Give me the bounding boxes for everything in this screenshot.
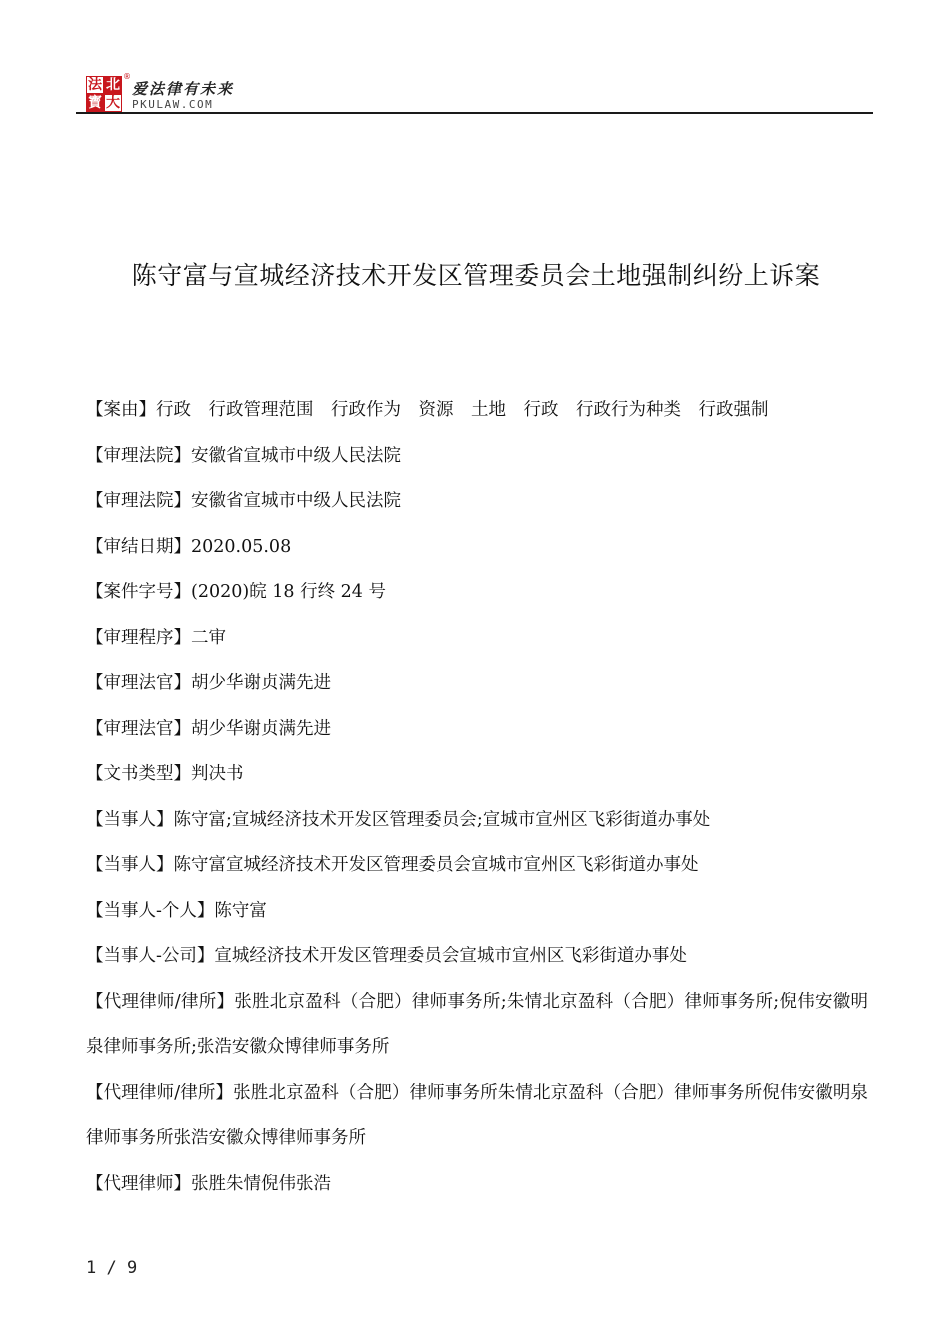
field-value: 胡少华谢贞满先进 xyxy=(191,673,331,693)
field-label: 【审理程序】 xyxy=(86,627,191,648)
metadata-fields xyxy=(86,388,868,1207)
field-value: (2020)皖 18 行终 24 号 xyxy=(191,582,386,602)
field-value: 宣城经济技术开发区管理委员会宣城市宣州区飞彩街道办事处 xyxy=(214,946,687,966)
logo-slogan: 爱法律有未来 xyxy=(132,80,235,98)
seal-char-2: 北 xyxy=(106,77,120,93)
field-value: 陈守富宣城经济技术开发区管理委员会宣城市宣州区飞彩街道办事处 xyxy=(173,855,699,875)
page-indicator: 1 / 9 xyxy=(86,1258,138,1278)
field-label: 【审理法院】 xyxy=(86,491,191,511)
field-label: 【代理律师】 xyxy=(86,1173,191,1194)
seal-char-3: 寳 xyxy=(88,95,102,111)
field-judgment-date xyxy=(86,525,868,571)
field-label: 【代理律师/律所】 xyxy=(86,991,235,1012)
field-case-number xyxy=(86,570,868,616)
field-court xyxy=(86,479,868,525)
field-value: 陈守富 xyxy=(214,900,267,921)
field-party-individual xyxy=(86,889,868,935)
field-lawyers-firms xyxy=(86,1071,868,1162)
field-judges xyxy=(86,707,868,753)
field-document-type xyxy=(86,752,868,798)
pkulaw-logo[interactable] xyxy=(86,72,248,114)
field-lawyers-firms xyxy=(86,980,868,1071)
field-label: 【当事人-公司】 xyxy=(86,946,215,966)
field-label: 【审结日期】 xyxy=(86,536,191,557)
registered-mark: ® xyxy=(123,72,131,81)
field-value: 张胜北京盈科（合肥）律师事务所;朱情北京盈科（合肥）律师事务所;倪伟安徽明泉律师事务所;张浩安徽众博律师事务所 xyxy=(86,991,868,1057)
field-label: 【当事人】 xyxy=(86,809,174,830)
field-parties xyxy=(86,798,868,844)
field-value: 二审 xyxy=(191,627,226,648)
field-label: 【审理法官】 xyxy=(86,673,191,693)
field-court xyxy=(86,434,868,480)
field-label: 【案由】 xyxy=(86,400,156,420)
logo-site-url: PKULAW.COM xyxy=(132,98,214,111)
field-value: 张胜北京盈科（合肥）律师事务所朱情北京盈科（合肥）律师事务所倪伟安徽明泉律师事务所张浩安徽众博律师事务所 xyxy=(86,1082,869,1148)
field-label: 【当事人】 xyxy=(86,855,174,875)
document-title: 陈守富与宣城经济技术开发区管理委员会土地强制纠纷上诉案 xyxy=(131,261,821,290)
field-value: 判决书 xyxy=(191,764,244,784)
field-label: 【文书类型】 xyxy=(86,764,191,784)
field-label: 【当事人-个人】 xyxy=(86,900,215,921)
seal-char-1: 法 xyxy=(88,77,102,93)
field-party-company xyxy=(86,934,868,980)
field-value: 行政 行政管理范围 行政作为 资源 土地 行政 行政行为种类 行政强制 xyxy=(156,400,769,420)
field-case-cause xyxy=(86,388,868,434)
field-label: 【案件字号】 xyxy=(86,582,191,602)
seal-char-4: 大 xyxy=(106,95,120,111)
header-divider xyxy=(76,112,873,114)
field-value: 张胜朱情倪伟张浩 xyxy=(191,1173,331,1194)
field-label: 【审理法官】 xyxy=(86,718,191,739)
field-procedure xyxy=(86,616,868,662)
field-value: 安徽省宣城市中级人民法院 xyxy=(191,445,401,466)
field-label: 【审理法院】 xyxy=(86,445,191,466)
field-label: 【代理律师/律所】 xyxy=(86,1082,234,1103)
field-parties xyxy=(86,843,868,889)
field-value: 陈守富;宣城经济技术开发区管理委员会;宣城市宣州区飞彩街道办事处 xyxy=(173,809,711,830)
field-judges xyxy=(86,661,868,707)
pkulaw-seal-icon xyxy=(86,76,122,112)
field-lawyers xyxy=(86,1162,868,1208)
field-value: 胡少华谢贞满先进 xyxy=(191,718,331,739)
field-value: 安徽省宣城市中级人民法院 xyxy=(191,491,401,511)
field-value: 2020.05.08 xyxy=(191,536,292,557)
